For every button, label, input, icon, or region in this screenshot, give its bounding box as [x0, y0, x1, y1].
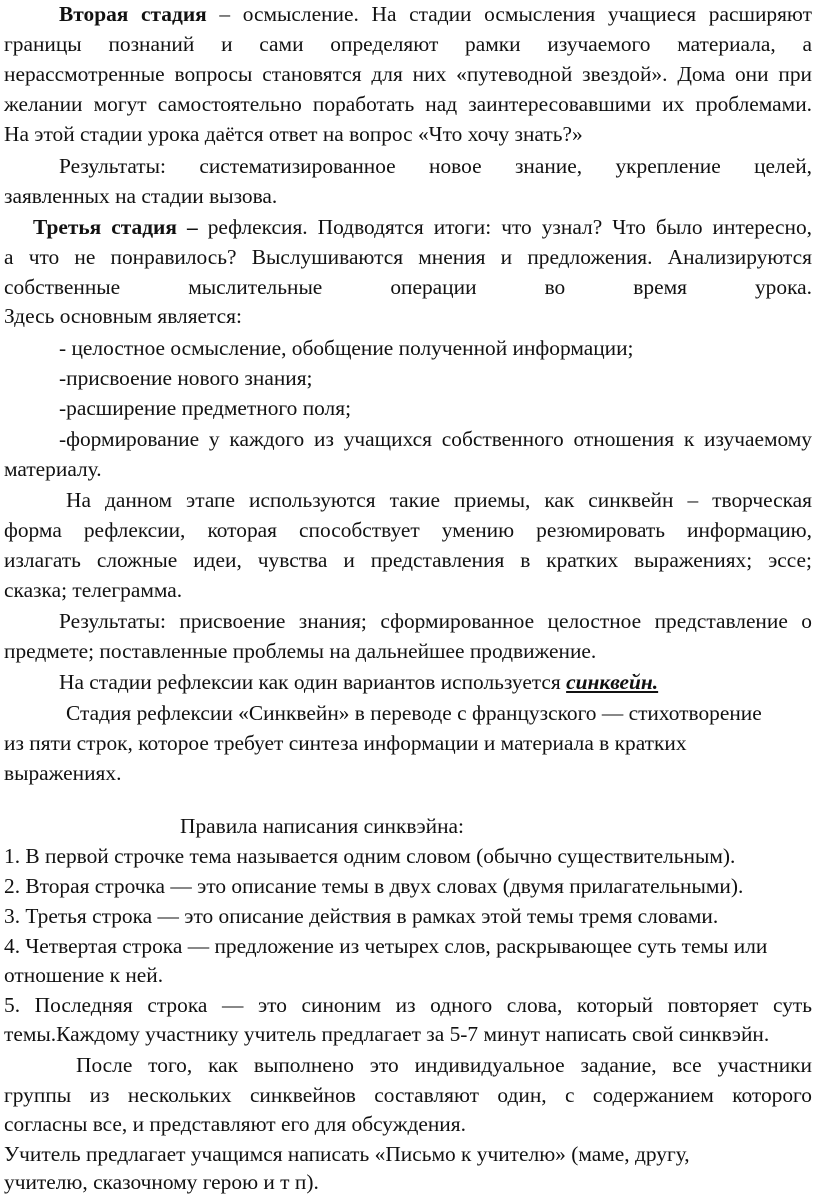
text-line: Третья стадия – рефлексия. Подводятся итоги: что узнал? Что было интересно,: [33, 215, 812, 239]
text-line: сказка; телеграмма.: [4, 578, 183, 602]
text-line: согласны все, и представляют его для обсуждения.: [4, 1112, 466, 1136]
text-line: выражениях.: [4, 761, 122, 785]
text-line: а что не понравилось? Выслушиваются мнения и предложения. Анализируются: [4, 245, 812, 269]
text-line: На этой стадии урока даётся ответ на вопрос «Что хочу знать?»: [4, 122, 583, 146]
rule-item: 2. Вторая строчка — это описание темы в двух словах (двумя прилагательными).: [4, 874, 744, 898]
rule-item: 5. Последняя строка — это синоним из одного слова, который повторяет суть: [4, 993, 812, 1017]
text-line: нерассмотренные вопросы становятся для них «путеводной звездой». Дома они при: [4, 62, 812, 86]
text-line: На данном этапе используются такие приемы, как синквейн – творческая: [66, 488, 812, 512]
list-item: -формирование у каждого из учащихся собственного отношения к изучаемому: [59, 427, 812, 451]
rule-item: 3. Третья строка — это описание действия в рамках этой темы тремя словами.: [4, 904, 719, 928]
text-line: Вторая стадия – осмысление. На стадии осмысления учащиеся расширяют: [59, 2, 812, 26]
text-line: границы познаний и сами определяют рамки изучаемого материала, а: [4, 32, 812, 56]
text-line: отношение к ней.: [4, 963, 164, 987]
text-line: собственные мыслительные операции во время урока.: [4, 275, 812, 299]
section-heading: Правила написания синквэйна:: [180, 814, 464, 838]
heading-second-stage: Вторая стадия: [59, 2, 207, 26]
list-item: - целостное осмысление, обобщение полученной информации;: [59, 336, 634, 360]
text-line: предмете; поставленные проблемы на дальнейшее продвижение.: [4, 639, 597, 663]
text-line: На стадии рефлексии как один вариантов используется синквейн.: [59, 670, 659, 694]
list-item: -присвоение нового знания;: [59, 366, 313, 390]
text-line: Стадия рефлексии «Синквейн» в переводе с французского — стихотворение: [66, 701, 762, 725]
text-line: Учитель предлагает учащимся написать «Письмо к учителю» (маме, другу,: [4, 1142, 690, 1166]
sinkwein-term: синквейн.: [566, 670, 659, 694]
rule-item: 4. Четвертая строка — предложение из четырех слов, раскрывающее суть темы или: [4, 934, 768, 958]
text-line: Результаты: присвоение знания; сформированное целостное представление о: [59, 609, 812, 633]
heading-third-stage: Третья стадия –: [33, 215, 198, 239]
text-line: желании могут самостоятельно поработать над заинтересовавшими их проблемами.: [4, 92, 812, 116]
text-line: После того, как выполнено это индивидуальное задание, все участники: [76, 1053, 812, 1077]
text-line: форма рефлексии, которая способствует умению резюмировать информацию,: [4, 518, 812, 542]
text-line: излагать сложные идеи, чувства и представления в кратких выражениях; эссе;: [4, 548, 812, 572]
text-line: группы из нескольких синквейнов составляют один, с содержанием которого: [4, 1083, 812, 1107]
text-line: учителю, сказочному герою и т п).: [4, 1170, 319, 1194]
text-line: темы.Каждому участнику учитель предлагает за 5-7 минут написать свой синквэйн.: [4, 1022, 770, 1046]
list-item: -расширение предметного поля;: [59, 396, 352, 420]
text-line: Здесь основным является:: [4, 304, 242, 328]
text-line: заявленных на стадии вызова.: [4, 184, 278, 208]
text-line: Результаты: систематизированное новое знание, укрепление целей,: [59, 154, 812, 178]
text-line: из пяти строк, которое требует синтеза информации и материала в кратких: [4, 731, 687, 755]
text-line: материалу.: [4, 457, 102, 481]
rule-item: 1. В первой строчке тема называется одним словом (обычно существительным).: [4, 844, 736, 868]
